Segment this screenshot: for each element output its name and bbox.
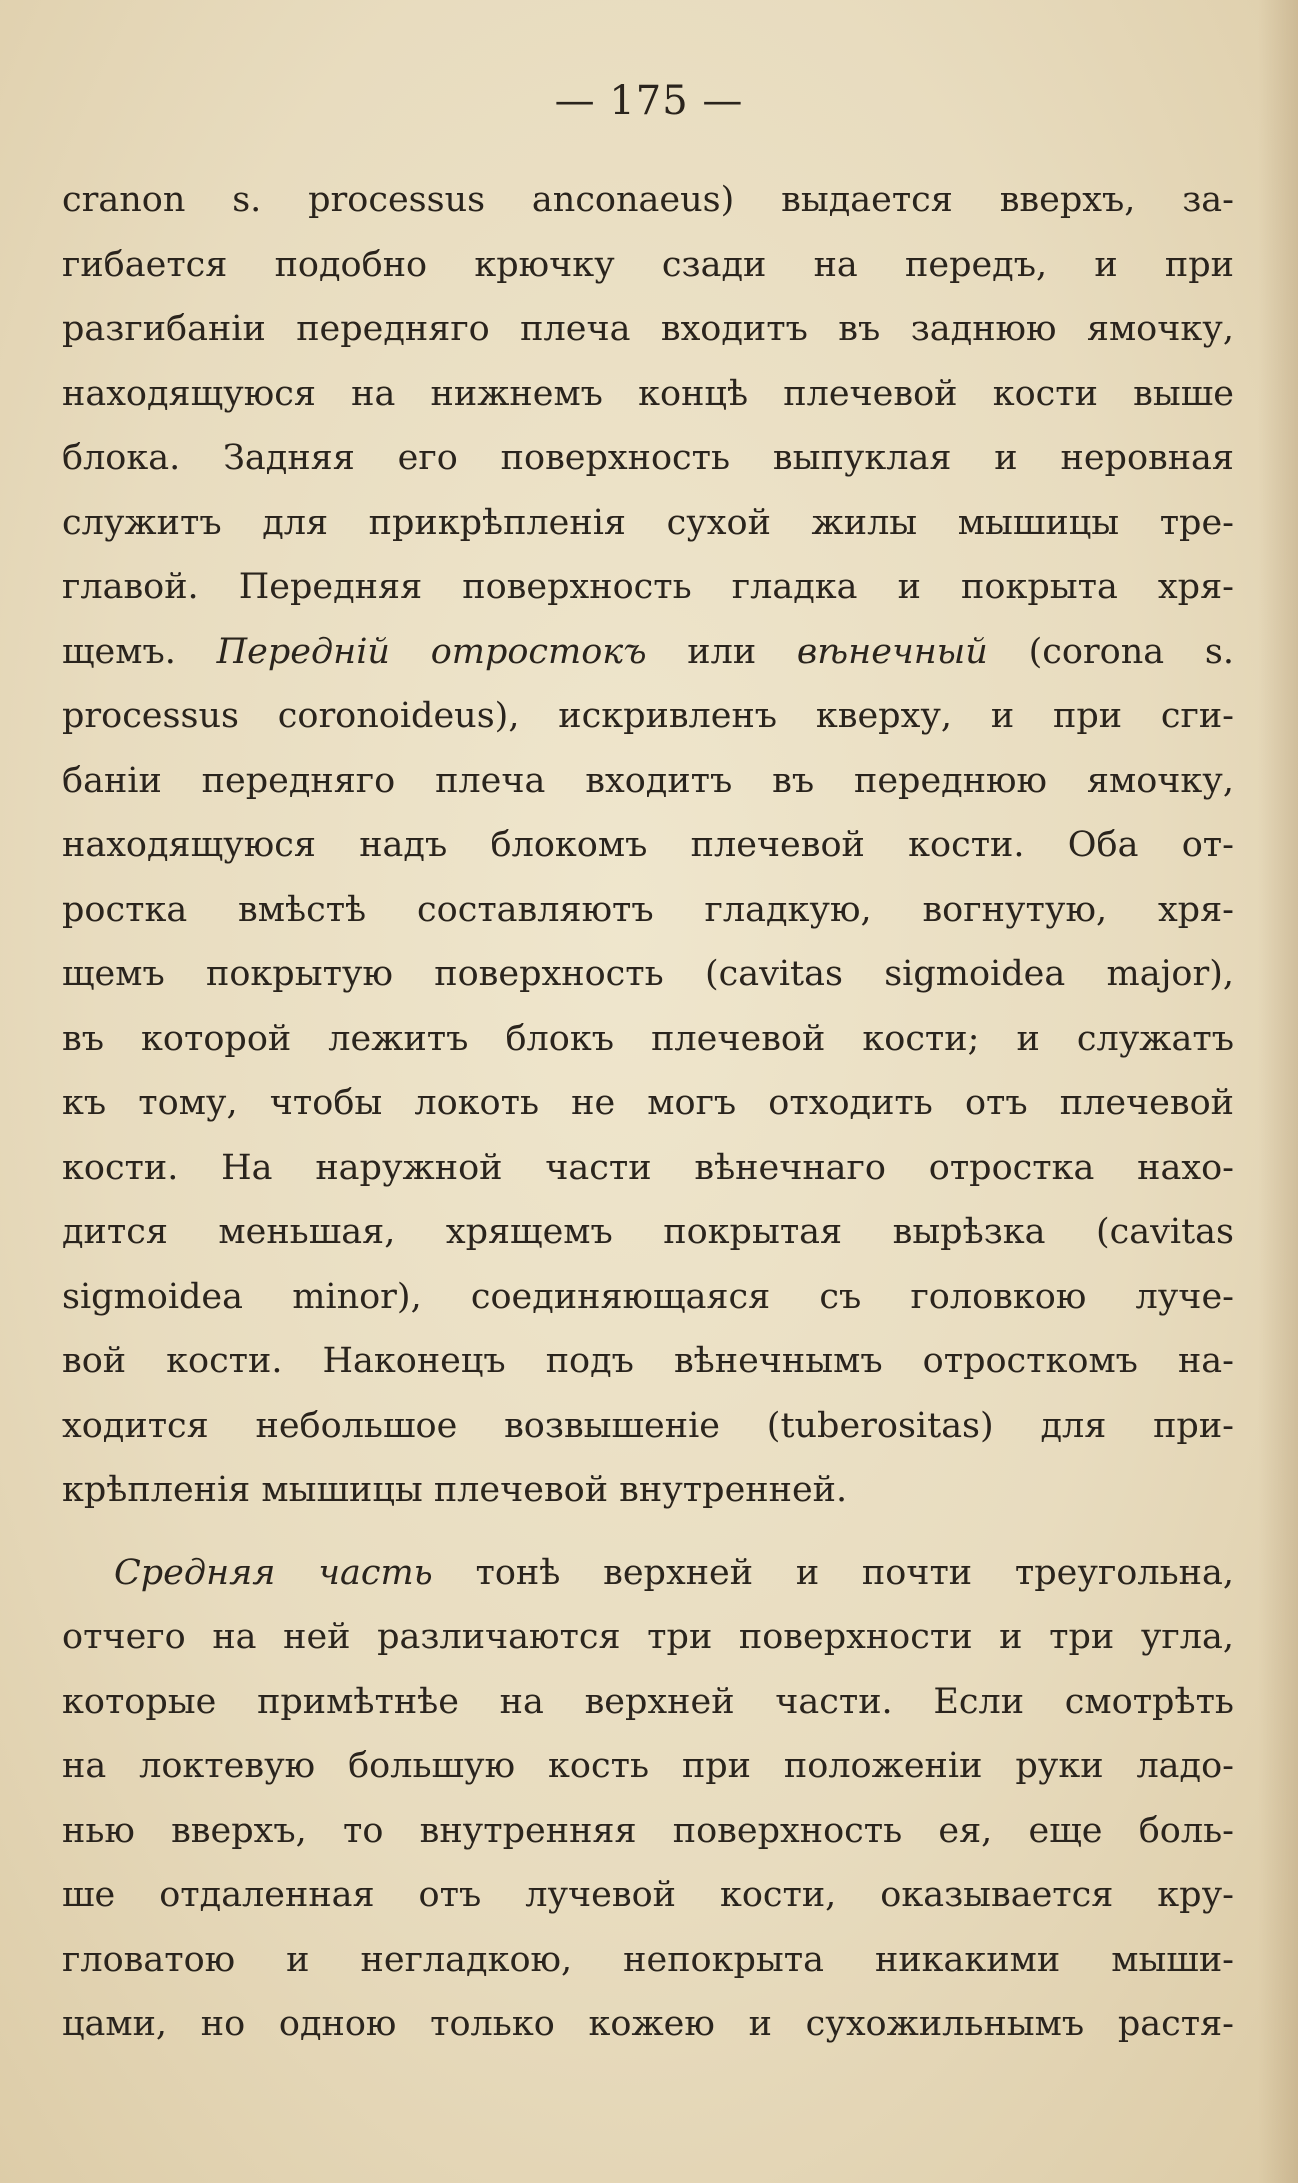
text-line-27: ше отдаленная отъ лучевой кости, оказывается кру- [62, 1875, 1234, 1915]
text-line-28: гловатою и негладкою, непокрыта никакими мыши- [62, 1939, 1234, 1980]
text-line-7: главой. Передняя поверхность гладка и покрыта хря- [62, 567, 1234, 607]
text-line-13: щемъ покрытую поверхность (cavitas sigmoidea major), [62, 954, 1234, 994]
text-line-2: гибается подобно крючку сзади на передъ, и при [62, 244, 1234, 285]
text-line-24: которые примѣтнѣе на верхней части. Если смотрѣть [62, 1681, 1234, 1722]
text-line-19: вой кости. Наконецъ подъ вѣнечнымъ отросткомъ на- [62, 1341, 1234, 1381]
text-line-14: въ которой лежитъ блокъ плечевой кости; и служатъ [62, 1018, 1234, 1059]
text-line-9: processus coronoideus), искривленъ кверху, и при сги- [62, 696, 1234, 736]
text-line-22-rest: тонѣ верхней и почти треугольна, [475, 1552, 1234, 1593]
text-line-6: служитъ для прикрѣпленія сухой жилы мышицы тре- [62, 502, 1234, 543]
text-line-8-or: или [687, 631, 757, 672]
italic-term-coronoid: вѣнечный [796, 631, 988, 672]
body-text [62, 168, 1234, 2057]
text-line-3: разгибаніи передняго плеча входитъ въ заднюю ямочку, [62, 309, 1234, 349]
text-line-8-start: щемъ. [62, 631, 176, 672]
text-line-8-end: (corona s. [1028, 631, 1234, 672]
italic-term-middle-part: Средняя часть [114, 1552, 433, 1593]
text-line-29: цами, но одною только кожею и сухожильнымъ растя- [62, 2004, 1234, 2044]
text-line-11: находящуюся надъ блокомъ плечевой кости. Оба от- [62, 825, 1234, 865]
text-line-16: кости. На наружной части вѣнечнаго отростка нахо- [62, 1147, 1234, 1188]
text-line-26: нью вверхъ, то внутренняя поверхность ея, еще боль- [62, 1810, 1234, 1851]
text-line-17: дится меньшая, хрящемъ покрытая вырѣзка (cavitas [62, 1212, 1234, 1252]
text-line-18: sigmoidea minor), соединяющаяся съ головкою луче- [62, 1276, 1234, 1317]
text-line-1: cranon s. processus anconaeus) выдается вверхъ, за- [62, 180, 1234, 220]
text-line-23: отчего на ней различаются три поверхности и три угла, [62, 1617, 1234, 1657]
text-line-22 [62, 1541, 1234, 1606]
text-line-8 [62, 620, 1234, 685]
italic-term-front-process: Передній отростокъ [216, 631, 647, 672]
text-line-12: ростка вмѣстѣ составляютъ гладкую, вогнутую, хря- [62, 889, 1234, 930]
text-line-4: находящуюся на нижнемъ концѣ плечевой кости выше [62, 373, 1234, 414]
text-line-5: блока. Задняя его поверхность выпуклая и неровная [62, 438, 1234, 478]
page-number: — 175 — [554, 78, 744, 124]
text-line-20: ходится небольшое возвышеніе (tuberositas) для при- [62, 1405, 1234, 1446]
text-line-15: къ тому, чтобы локоть не могъ отходить отъ плечевой [62, 1083, 1234, 1123]
text-line-21: крѣпленія мышицы плечевой внутренней. [62, 1470, 848, 1510]
text-line-25: на локтевую большую кость при положеніи руки ладо- [62, 1746, 1234, 1786]
text-line-10: баніи передняго плеча входитъ въ переднюю ямочку, [62, 760, 1234, 801]
